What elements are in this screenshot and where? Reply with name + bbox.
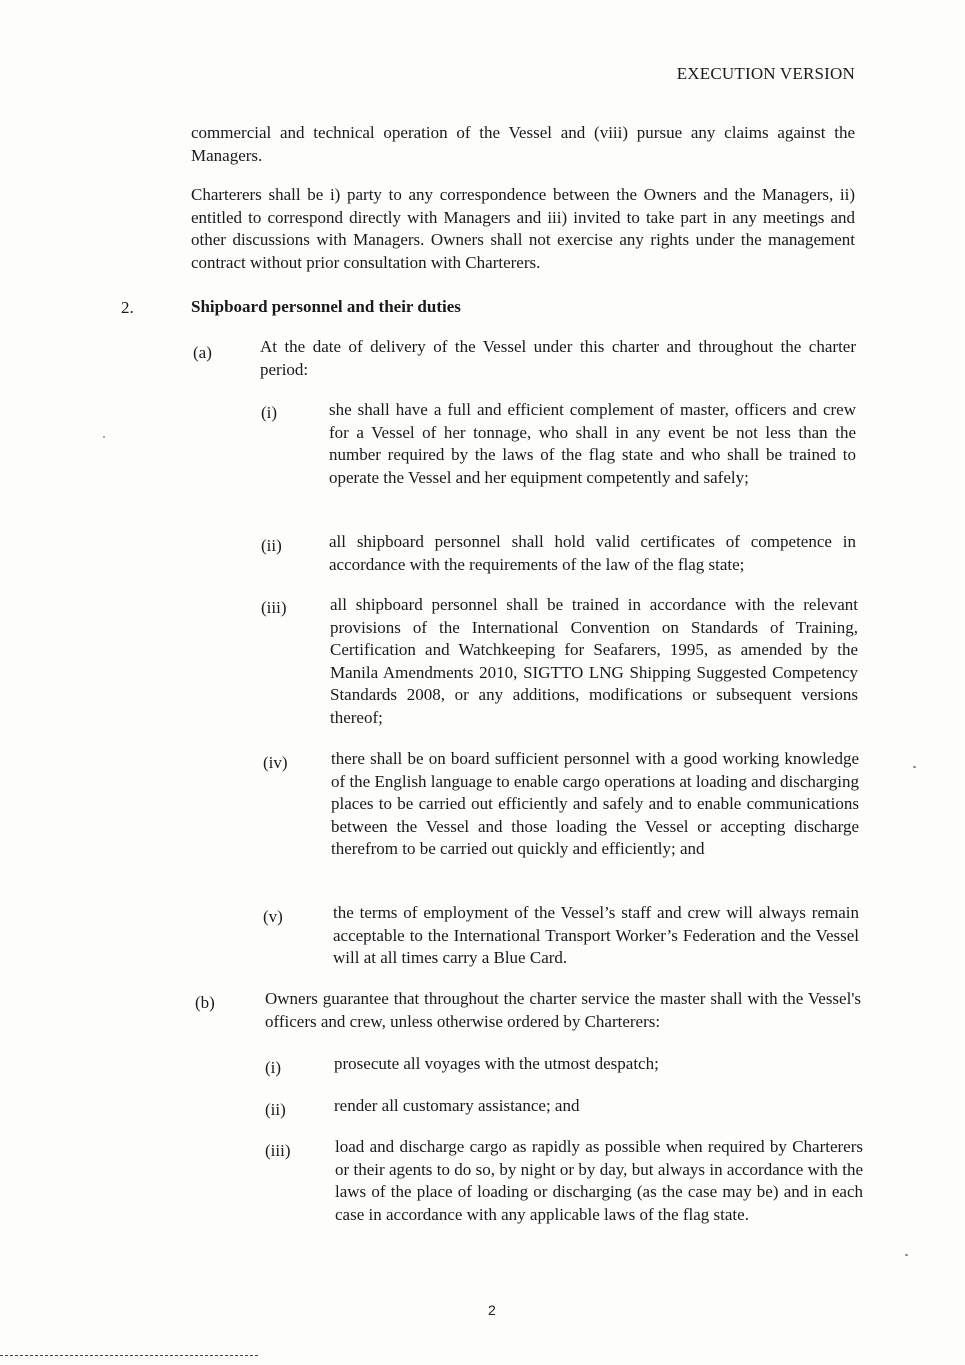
execution-version-header: EXECUTION VERSION xyxy=(676,64,855,83)
clause-b-item-label: (i) xyxy=(265,1058,282,1077)
clause-a-item-text: all shipboard personnel shall be trained in accordance with the relevant provisions of the International Convention on Standards of Training, Certification and Watchkeeping for Seafarers, 1995, as amended by the Manila Amendments 2010, SIGTTO LNG Shipping Suggested Competency Standards 2008, or any additions, modifications or subsequent versions thereof; xyxy=(330,595,858,727)
page-number: 2 xyxy=(488,1302,496,1318)
clause-a-item-label: (v) xyxy=(263,907,283,926)
section-number: 2. xyxy=(121,298,134,317)
clause-b-item-label: (ii) xyxy=(265,1100,286,1119)
clause-b-item-text: render all customary assistance; and xyxy=(334,1096,580,1115)
clause-b-item-label: (iii) xyxy=(265,1141,291,1160)
scan-speck xyxy=(103,436,105,438)
clause-b-text: Owners guarantee that throughout the charter service the master shall with the Vessel's officers and crew, unless otherwise ordered by Charterers: xyxy=(265,989,861,1031)
clause-a-item-text: all shipboard personnel shall hold valid certificates of competence in accordance with the requirements of the law of the flag state; xyxy=(329,532,856,574)
scan-speck xyxy=(905,1254,908,1256)
intro-paragraph-2: Charterers shall be i) party to any correspondence between the Owners and the Managers, ii) entitled to correspond directly with Managers and iii) invited to take part in any meetings and other discussions with Managers. Owners shall not exercise any rights under the management contract without prior consultation with Charterers. xyxy=(191,185,855,272)
clause-a-item-text: she shall have a full and efficient complement of master, officers and crew for a Vessel of her tonnage, who shall in any event be not less than the number required by the laws of the flag state and who shall be trained to operate the Vessel and her equipment competently and safely; xyxy=(329,400,856,487)
clause-a-label: (a) xyxy=(193,343,212,362)
clause-a-item-label: (i) xyxy=(261,403,278,422)
clause-a-item-label: (iv) xyxy=(263,753,288,772)
clause-a-item-text: the terms of employment of the Vessel’s staff and crew will always remain acceptable to the International Transport Worker’s Federation and the Vessel will at all times carry a Blue Card. xyxy=(333,903,859,967)
clause-a-item-text: there shall be on board sufficient personnel with a good working knowledge of the English language to enable cargo operations at loading and discharging places to be carried out efficiently and safely and to enable communications between the Vessel and those loading the Vessel or accepting discharge therefrom to be carried out quickly and efficiently; and xyxy=(331,749,859,858)
clause-a-item-label: (iii) xyxy=(261,598,287,617)
section-title: Shipboard personnel and their duties xyxy=(191,297,461,316)
clause-a-text: At the date of delivery of the Vessel under this charter and throughout the charter period: xyxy=(260,337,856,379)
clause-b-item-text: load and discharge cargo as rapidly as possible when required by Charterers or their agents to do so, by night or by day, but always in accordance with the laws of the place of loading or discharging (as the case may be) and in each case in accordance with any applicable laws of the flag state. xyxy=(335,1137,863,1224)
intro-paragraph-1: commercial and technical operation of the Vessel and (viii) pursue any claims against the Managers. xyxy=(191,123,855,165)
footer-rule xyxy=(0,1355,258,1356)
clause-b-item-text: prosecute all voyages with the utmost despatch; xyxy=(334,1054,659,1073)
scan-speck xyxy=(913,766,916,768)
clause-b-label: (b) xyxy=(195,993,215,1012)
clause-a-item-label: (ii) xyxy=(261,536,282,555)
